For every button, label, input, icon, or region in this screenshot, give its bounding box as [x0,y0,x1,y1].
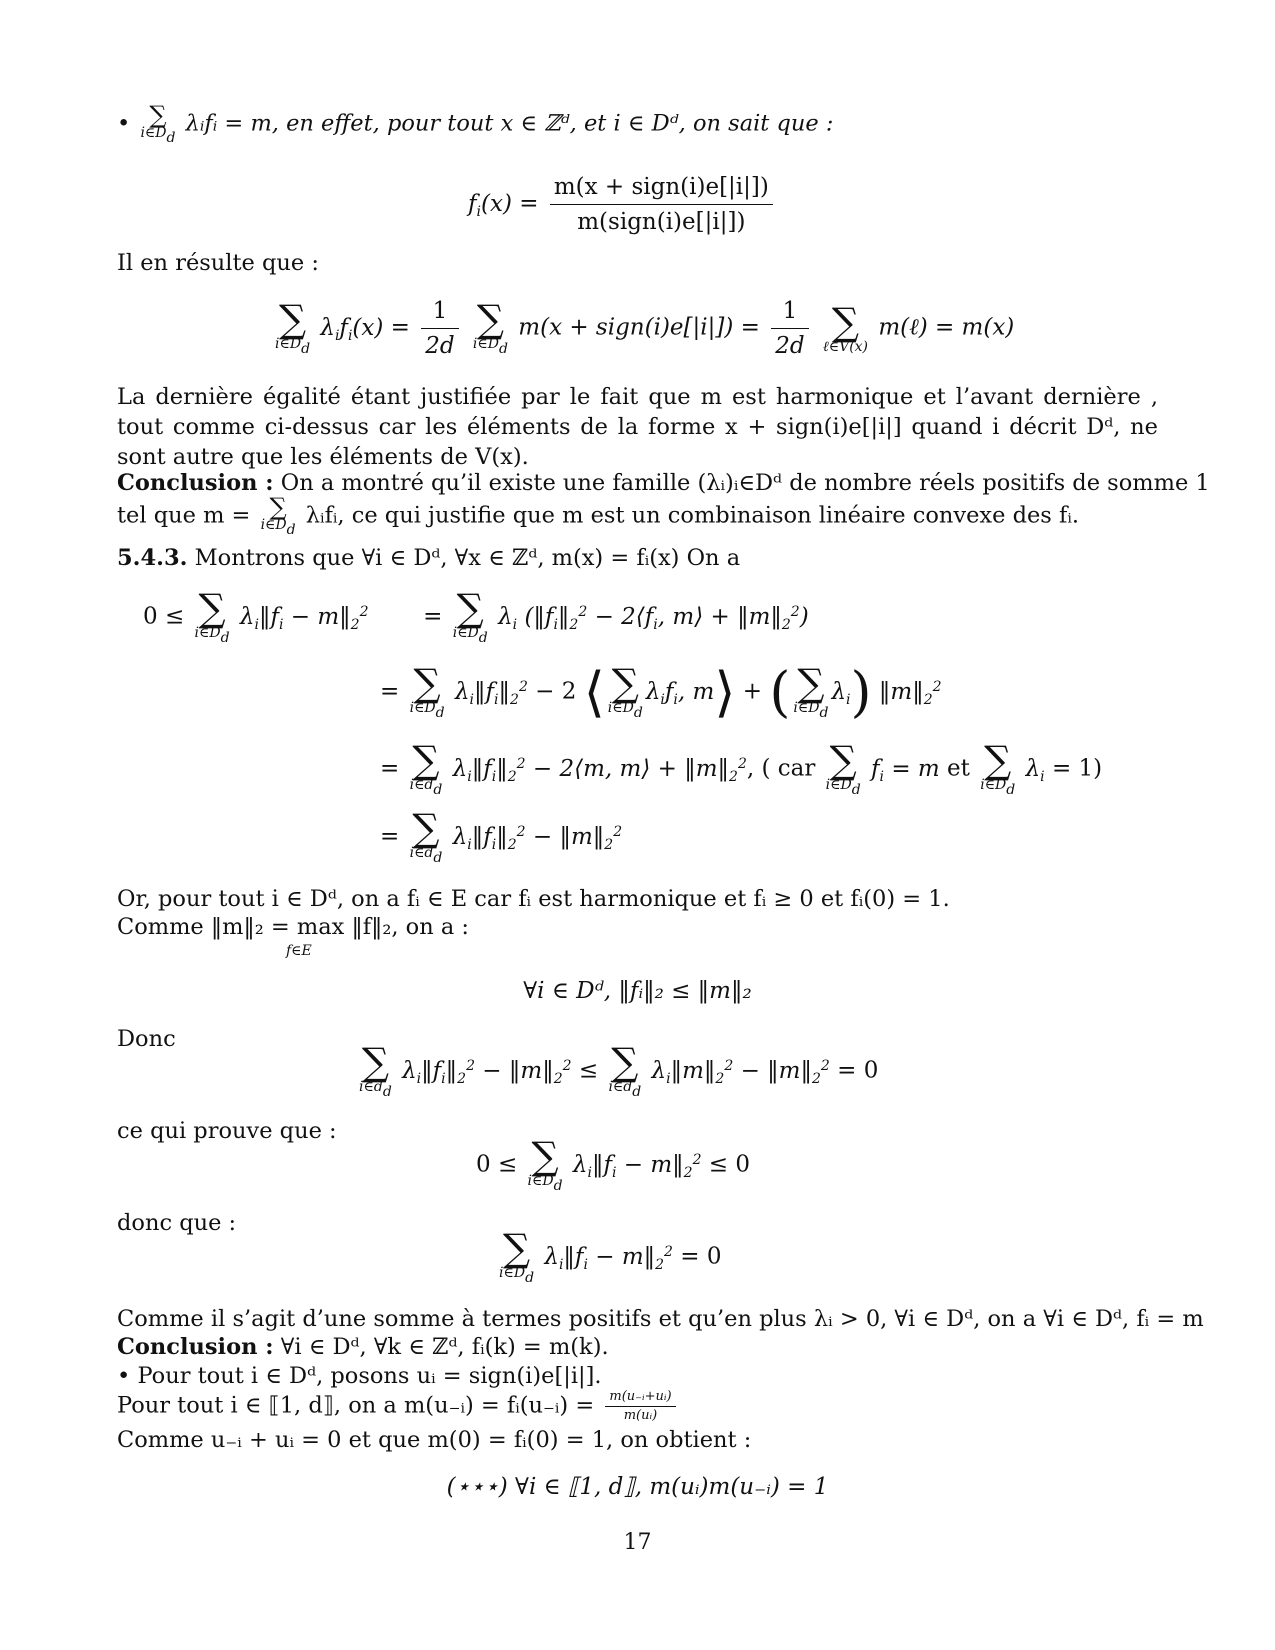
ce-qui-prouve: ce qui prouve que : [117,1118,337,1144]
donc-equation: ∑ i∈dd $\lambda_i‖f_i‖_2^2$ − $‖m‖_2^2$ ≤ ∑ i∈dd $\lambda_i‖m‖_2^2$ − $‖m‖_2^2 = 0$ [359,1040,879,1100]
equation-sum-harmonic: ∑ i∈Dd $\lambda_if_i(x)$ = $\frac{1}{2d}$ ∑ i∈Dd m(x + sign(i)e[|i|]) = $\frac{1}{2d}$ ∑ ℓ∈V(x) m(ℓ) = m(x) [275,297,1015,359]
bullet: • [117,110,131,137]
paragraph-justification: La dernière égalité étant justifiée par le fait que m est harmonique et l’avant dernière , tout comme ci-dessus car les éléments de la forme x + sign(i)e[|i|] quand i décrit Dᵈ, ne sont autre que les éléments de V(x). [117,384,1158,470]
section-heading: Montrons que ∀i ∈ Dᵈ, ∀x ∈ ℤᵈ, m(x) = fᵢ(x) On a [194,545,741,571]
pour-tout-line: Pour tout i ∈ ⟦1, d⟧, on a m(u₋ᵢ) = fᵢ(u₋ᵢ) = $\frac{\text{m(u₋ᵢ+uᵢ)}}{\text{m(uᵢ)}}$ [117,1390,1158,1423]
bullet-line-sum [117,101,1158,146]
donc-que: donc que : [117,1210,237,1236]
derivation-row-1: 0 ≤ ∑ i∈Dd $\lambda_i‖f_i$ − $m‖_2^2$ = ∑ i∈Dd $\lambda_i$ ($‖f_i‖_2^2$ − $2⟨f_i$, m⟩ + $‖m‖_2^2$) [143,586,809,646]
zero-eq: ∑ i∈Dd $\lambda_i‖f_i$ − $m‖_2^2 = 0$ [499,1226,722,1286]
conclusion-2: Conclusion : ∀i ∈ Dᵈ, ∀k ∈ ℤᵈ, fᵢ(k) = m(k). [117,1334,609,1360]
section-number: 5.4.3. [117,545,188,571]
tiny-fraction: $\frac{\text{m(u₋ᵢ+uᵢ)}}{\text{m(uᵢ)}}$ [605,1390,675,1423]
zero-bound-eq: 0 ≤ ∑ i∈Dd $\lambda_i‖f_i$ − $m‖_2^2 \le 0$ [476,1134,751,1194]
sum-symbol: ∑ i∈Dd [260,493,296,538]
eq1-denominator: m(sign(i)e[|i|]) [577,209,746,235]
il-en-resulte: Il en résulte que : [117,250,319,276]
star-equation: (⋆⋆⋆) ∀i ∈ ⟦1, d⟧, m(uᵢ)m(u₋ᵢ) = 1 [446,1474,829,1500]
section-5-4-3 [117,543,1158,573]
comme-max-line: Comme ‖m‖₂ = max ‖f‖₂, on a : [117,914,469,940]
donc-label: Donc [117,1026,176,1052]
conclusion-1-line-b: tel que m = ∑ i∈Dd λᵢfᵢ, ce qui justifie que m est un combinaison linéaire convexe des fᵢ. [117,493,1079,538]
comme-somme-line: Comme il s’agit d’une somme à termes positifs et qu’en plus λᵢ > 0, ∀i ∈ Dᵈ, on a ∀i ∈ Dᵈ, fᵢ = m [117,1306,1204,1332]
or-line: Or, pour tout i ∈ Dᵈ, on a fᵢ ∈ E car fᵢ est harmonique et fᵢ ≥ 0 et fᵢ(0) = 1. [117,886,950,912]
sum-symbol: ∑ i∈Dd [140,101,176,146]
bullet: • [117,1363,131,1389]
derivation-row-4: = ∑ i∈dd $\lambda_i‖f_i‖_2^2$ − $‖m‖_2^2$ [380,806,623,866]
page-number: 17 [623,1530,652,1555]
eq1-numerator: m(x + sign(i)e[|i|]) [550,172,773,205]
comme-u-line: Comme u₋ᵢ + uᵢ = 0 et que m(0) = fᵢ(0) = 1, on obtient : [117,1427,752,1453]
conclusion-label: Conclusion : [117,470,274,496]
conclusion-1-line-a: Conclusion : On a montré qu’il existe une famille (λᵢ)ᵢ∈Dᵈ de nombre réels positifs de somme 1 [117,470,1210,496]
derivation-row-3: = ∑ i∈dd $\lambda_i‖f_i‖_2^2$ − 2⟨m, m⟩ + $‖m‖_2^2$, ( car ∑ i∈Dd $f_i = m$ et ∑ i∈Dd $\lambda_i = 1$) [380,738,1103,798]
forall-norm-eq: ∀i ∈ Dᵈ, ‖fᵢ‖₂ ≤ ‖m‖₂ [523,978,752,1004]
line1-text: λᵢfᵢ = m, en effet, pour tout x ∈ ℤᵈ, et i ∈ Dᵈ, on sait que : [185,110,834,137]
derivation-row-2: = ∑ i∈Dd $\lambda_i‖f_i‖_2^2 - 2$ ⟨ ∑ i∈Dd $\lambda_if_i$, m⟩ + ( ∑ i∈Dd $\lambda_i$) $‖m‖_2^2$ [380,660,942,724]
posons-line: • Pour tout i ∈ Dᵈ, posons uᵢ = sign(i)e[|i|]. [117,1363,602,1389]
max-subscript: f∈E [286,943,312,959]
equation-fi: $f_i(x)$ = $\frac{\text{m(x + sign(i)e[|i|])}}{\text{m(sign(i)e[|i|])}}$ [468,172,777,237]
